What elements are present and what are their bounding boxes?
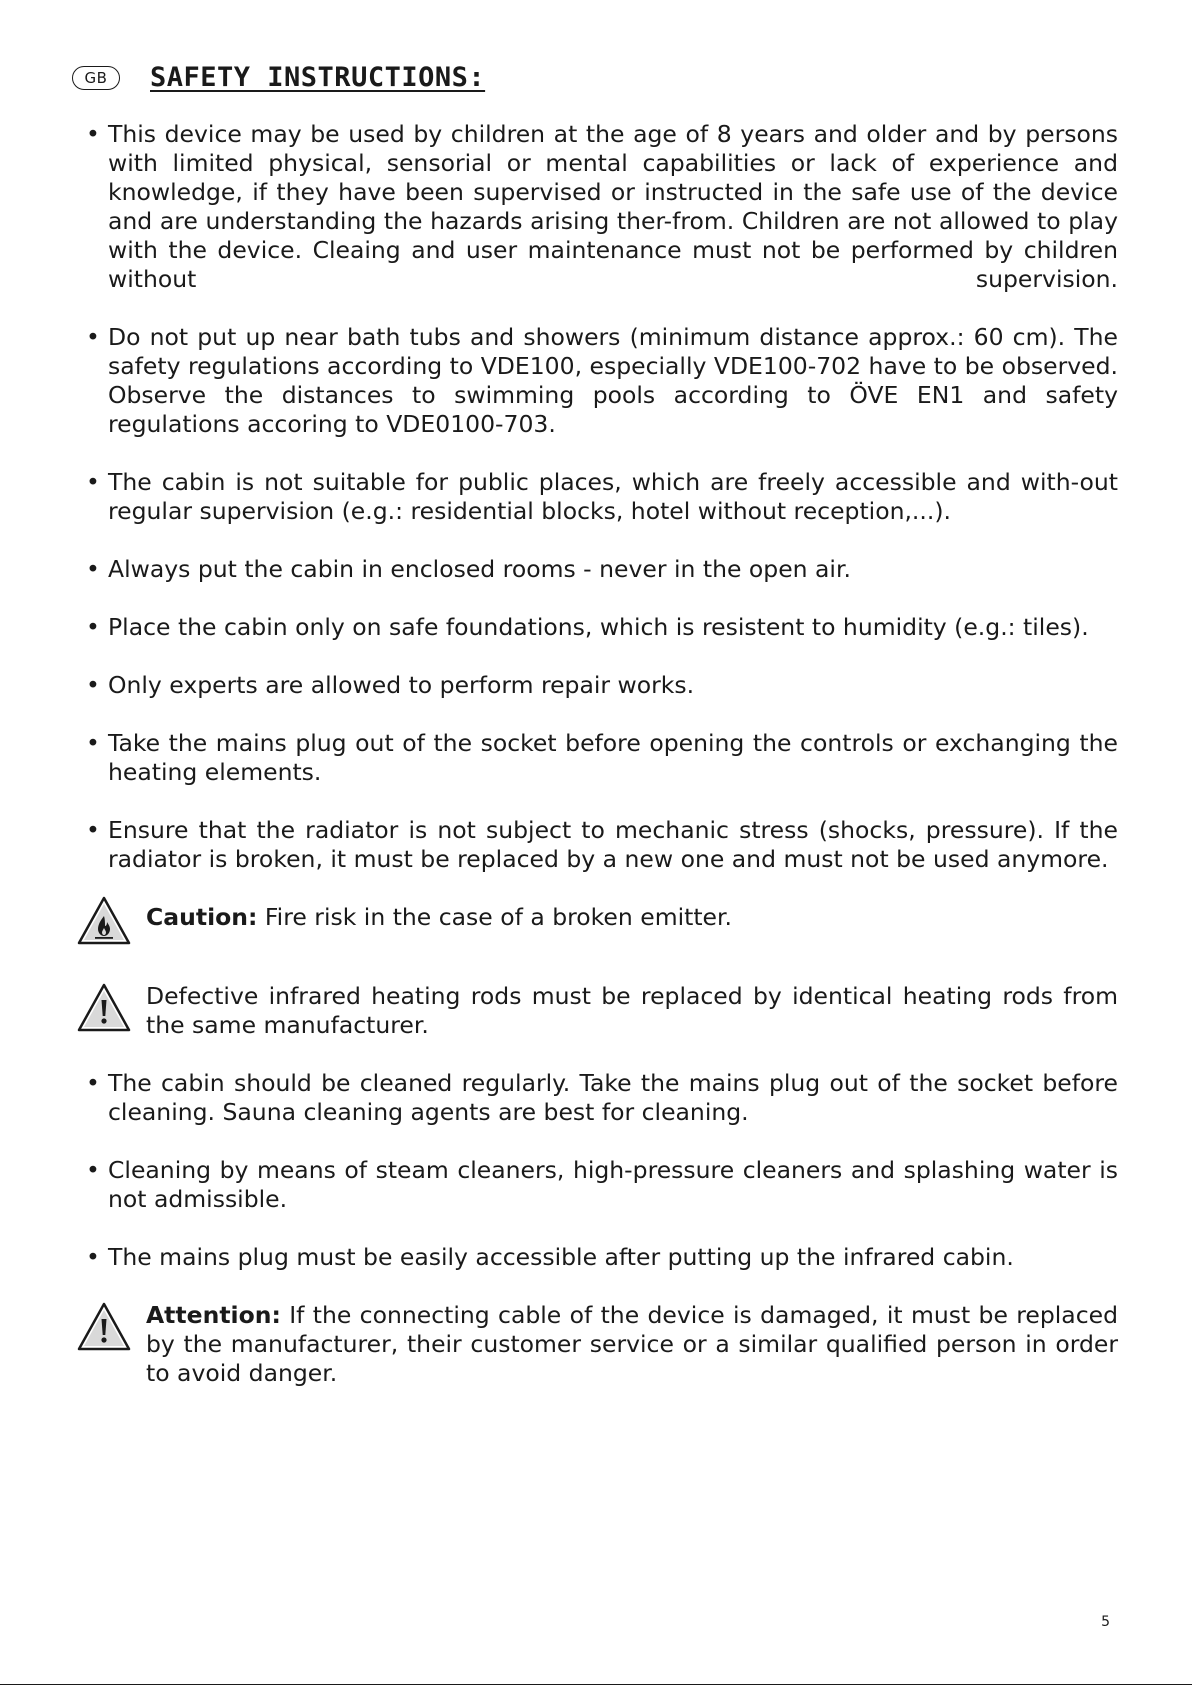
list-item-text: Place the cabin only on safe foundations, which is resistent to humidity (e.g.: tiles). [108,613,1089,641]
bullet-icon: • [86,613,100,641]
bullet-icon: • [86,1156,100,1184]
list-item-text: Take the mains plug out of the socket before opening the controls or exchanging the heating elements. [108,729,1118,786]
list-item [80,1069,1118,1127]
warning-note [80,982,1118,1040]
list-item [80,120,1118,294]
list-item [80,323,1118,439]
list-item-text: This device may be used by children at the age of 8 years and older and by persons with limited physical, sensorial or mental capabilities or lack of experience and knowledge, if they have been supervised or instructed in the safe use of the device and are understanding the hazards arising ther-from. Children are not allowed to play with the device. Cleaing and user maintenance must not be performed by children without supervision. [108,120,1118,293]
fire-warning-icon [76,895,132,947]
exclamation-warning-icon [76,982,132,1034]
bullet-icon: • [86,816,100,844]
instructions-list [80,120,1118,1417]
list-item [80,613,1118,642]
list-item-text: The cabin is not suitable for public places, which are freely accessible and with-out regular supervision (e.g.: residential blocks, hotel without reception,...). [108,468,1118,525]
list-item [80,468,1118,526]
bullet-icon: • [86,671,100,699]
caution-label: Caution: [146,903,258,931]
page-number: 5 [1101,1614,1110,1630]
bullet-icon: • [86,555,100,583]
section-header [72,62,485,93]
warning-text: If the connecting cable of the device is damaged, it must be replaced by the manufacturer, their customer service or a similar qualified person in order to avoid danger. [146,1301,1118,1387]
list-item-text: Only experts are allowed to perform repair works. [108,671,695,699]
list-item [80,671,1118,700]
warning-text: Fire risk in the case of a broken emitter. [257,903,732,931]
list-item-text: Do not put up near bath tubs and showers (minimum distance approx.: 60 cm). The safety regulations according to VDE100, especially VDE100-702 have to be observed. Observe the distances to swimming pools according to ÖVE EN1 and safety regulations accoring to VDE0100-703. [108,323,1118,438]
list-item-text: The cabin should be cleaned regularly. Take the mains plug out of the socket before cleaning. Sauna cleaning agents are best for cleaning. [108,1069,1118,1126]
list-item [80,729,1118,787]
attention-label: Attention: [146,1301,281,1329]
bullet-icon: • [86,323,100,351]
warning-note [80,903,1118,953]
list-item-text: The mains plug must be easily accessible after putting up the infrared cabin. [108,1243,1014,1271]
list-item-text: Cleaning by means of steam cleaners, high-pressure cleaners and splashing water is not admissible. [108,1156,1118,1213]
list-item-text: Always put the cabin in enclosed rooms - never in the open air. [108,555,851,583]
bullet-icon: • [86,1243,100,1271]
page-title: SAFETY INSTRUCTIONS: [150,62,486,93]
list-item-text: Ensure that the radiator is not subject to mechanic stress (shocks, pressure). If the radiator is broken, it must be replaced by a new one and must not be used anymore. [108,816,1118,873]
exclamation-warning-icon [76,1301,132,1353]
bullet-icon: • [86,468,100,496]
bullet-icon: • [86,729,100,757]
bullet-icon: • [86,1069,100,1097]
warning-note [80,1301,1118,1388]
list-item [80,1156,1118,1214]
warning-text: Defective infrared heating rods must be replaced by identical heating rods from the same manufacturer. [146,982,1118,1039]
list-item [80,555,1118,584]
list-item [80,1243,1118,1272]
list-item [80,816,1118,874]
bullet-icon: • [86,120,100,148]
language-badge: GB [72,66,120,90]
